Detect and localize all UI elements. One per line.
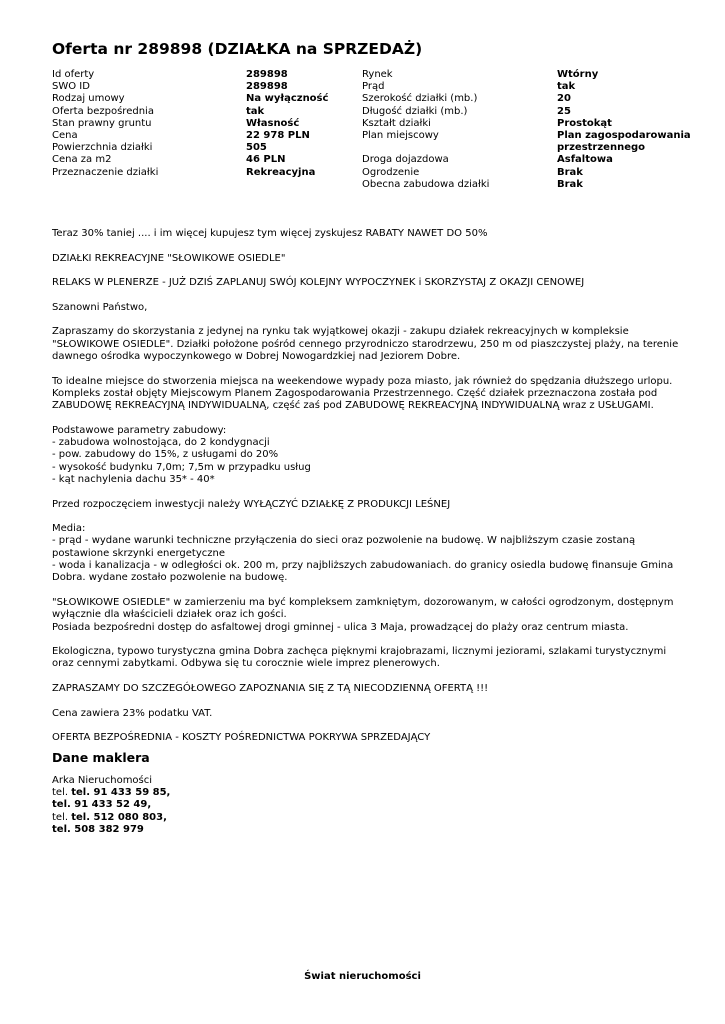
spec-value: Prostokąt — [557, 117, 612, 129]
description-line: "SŁOWIKOWE OSIEDLE" w zamierzeniu ma być kompleksem zamkniętym, dozorowanym, w całości ogrodzonym, dostępnym — [52, 596, 674, 608]
spec-value: Brak — [557, 178, 583, 190]
spec-value: przestrzennego — [557, 142, 646, 154]
spec-label: Cena — [52, 129, 78, 141]
description-paragraph — [52, 683, 692, 695]
description-line: Podstawowe parametry zabudowy: — [52, 424, 227, 436]
footer-brand: Świat nieruchomości — [304, 971, 421, 982]
broker-phone-line — [52, 799, 170, 811]
specs-right-values — [557, 69, 691, 191]
spec-label: Kształt działki — [362, 117, 431, 129]
description-paragraph — [52, 425, 692, 486]
spec-value: Na wyłączność — [246, 93, 329, 105]
phone-number: tel. 508 382 979 — [52, 823, 144, 835]
description-line: OFERTA BEZPOŚREDNIA - KOSZTY POŚREDNICTWA POKRYWA SPRZEDAJĄCY — [52, 732, 431, 744]
description-line: Ekologiczna, typowo turystyczna gmina Dobra zachęca pięknymi krajobrazami, licznymi jeziorami, szlakami turystycznymi — [52, 646, 667, 658]
spec-value: 289898 — [246, 69, 288, 80]
description-paragraph — [52, 646, 692, 671]
description-line: Posiada bezpośredni dostęp do asfaltowej drogi gminnej - ulica 3 Maja, prowadzącej do plaży oraz centrum miasta. — [52, 621, 629, 633]
broker-details — [52, 775, 170, 836]
description-line: Przed rozpoczęciem inwestycji należy WYŁĄCZYĆ DZIAŁKĘ Z PRODUKCJI LEŚNEJ — [52, 498, 451, 510]
description-paragraph — [52, 228, 692, 240]
spec-value: tak — [557, 81, 576, 93]
description-paragraph — [52, 597, 692, 634]
spec-label: Rynek — [362, 69, 393, 80]
description-line: - woda i kanalizacja - w odległości ok. 200 m, przy najbliższych zabudowaniach. do granicy osiedla budowę finansuje Gmina — [52, 560, 674, 572]
spec-label: Droga dojazdowa — [362, 154, 449, 166]
spec-label: Plan miejscowy — [362, 129, 439, 141]
description-line: - zabudowa wolnostojąca, do 2 kondygnacji — [52, 437, 270, 449]
description-line: To idealne miejsce do stworzenia miejsca na weekendowe wypady poza miasto, jak również do spędzania dłuższego urlopu. — [52, 375, 673, 387]
spec-value: 25 — [557, 105, 571, 117]
spec-label: Prąd — [362, 81, 385, 93]
spec-value: 20 — [557, 93, 571, 105]
spec-value: Asfaltowa — [557, 154, 613, 166]
description-line: RELAKS W PLENERZE - JUŻ DZIŚ ZAPLANUJ SWÓJ KOLEJNY WYPOCZYNEK i SKORZYSTAJ Z OKAZJI CENOWEJ — [52, 277, 585, 289]
description-line: - prąd - wydane warunki techniczne przyłączenia do sieci oraz pozwolenie na budowę. W najbliższym czasie zostaną — [52, 535, 636, 547]
description-paragraph — [52, 708, 692, 720]
spec-label: Szerokość działki (mb.) — [362, 93, 478, 105]
spec-label: Cena za m2 — [52, 154, 112, 166]
description-line: ZAPRASZAMY DO SZCZEGÓŁOWEGO ZAPOZNANIA SIĘ Z TĄ NIECODZIENNĄ OFERTĄ !!! — [52, 682, 489, 694]
description-line: postawione skrzynki energetyczne — [52, 547, 225, 559]
broker-phone-line — [52, 824, 170, 836]
description-line: wyłącznie dla właścicieli działek oraz ich gości. — [52, 609, 287, 621]
specs-right-labels — [362, 69, 489, 191]
phone-number: tel. 512 080 803, — [71, 811, 167, 823]
spec-value: 289898 — [246, 81, 288, 93]
broker-heading: Dane maklera — [52, 750, 150, 765]
description-line: "SŁOWIKOWE OSIEDLE". Działki położone pośród cennego przyrodniczo starodrzewu, 250 m od piaszczystej plaży, na terenie — [52, 338, 679, 350]
description-paragraph — [52, 732, 692, 744]
spec-value: Wtórny — [557, 69, 599, 80]
description-line: Zapraszamy do skorzystania z jedynej na rynku tak wyjątkowej okazji - zakupu działek rekreacyjnych w kompleksie — [52, 326, 629, 338]
spec-value: Plan zagospodarowania — [557, 129, 691, 141]
spec-value: Rekreacyjna — [246, 166, 316, 178]
description-line: - wysokość budynku 7,0m; 7,5m w przypadku usług — [52, 461, 311, 473]
specs-left-values — [246, 69, 328, 179]
description-paragraph — [52, 499, 692, 511]
broker-company: Arka Nieruchomości — [52, 775, 153, 786]
description-line: Dobra. wydane zostało pozwolenie na budowę. — [52, 572, 288, 584]
description-line: Cena zawiera 23% podatku VAT. — [52, 707, 213, 719]
description-line: - pow. zabudowy do 15%, z usługami do 20% — [52, 449, 279, 461]
spec-label-spacer — [362, 142, 489, 154]
description-paragraph — [52, 302, 692, 314]
tel-prefix: tel. — [52, 787, 69, 799]
spec-label: Id oferty — [52, 69, 95, 80]
description-line: ZABUDOWĘ REKREACYJNĄ INDYWIDUALNĄ, część zaś pod ZABUDOWĘ REKREACYJNĄ INDYWIDUALNĄ wraz z USŁUGAMI. — [52, 400, 654, 412]
page-title: Oferta nr 289898 (DZIAŁKA na SPRZEDAŻ) — [52, 40, 423, 58]
offer-description — [52, 228, 692, 757]
spec-label: Rodzaj umowy — [52, 93, 125, 105]
spec-value: 22 978 PLN — [246, 129, 310, 141]
description-line: Szanowni Państwo, — [52, 301, 148, 313]
description-paragraph — [52, 376, 692, 413]
phone-number: tel. 91 433 59 85, — [71, 787, 171, 799]
description-paragraph — [52, 253, 692, 265]
spec-label: Powierzchnia działki — [52, 142, 153, 154]
spec-value: Brak — [557, 166, 583, 178]
description-line: dawnego ośrodka wypoczynkowego w Dobrej Nowogardzkiej nad Jeziorem Dobre. — [52, 350, 461, 362]
broker-phone-line — [52, 787, 170, 799]
spec-value: tak — [246, 105, 265, 117]
spec-label: Stan prawny gruntu — [52, 117, 152, 129]
spec-label: Obecna zabudowa działki — [362, 178, 490, 190]
broker-phone-line — [52, 812, 170, 824]
spec-label: Oferta bezpośrednia — [52, 105, 154, 117]
description-line: DZIAŁKI REKREACYJNE "SŁOWIKOWE OSIEDLE" — [52, 252, 286, 264]
specs-left-labels — [52, 69, 158, 179]
description-line: Teraz 30% taniej .... i im więcej kupujesz tym więcej zyskujesz RABATY NAWET DO 50% — [52, 228, 488, 239]
spec-value: 505 — [246, 142, 267, 154]
description-line: - kąt nachylenia dachu 35* - 40* — [52, 473, 215, 485]
spec-label: Ogrodzenie — [362, 166, 420, 178]
description-line: Media: — [52, 523, 86, 535]
description-line: Kompleks został objęty Miejscowym Planem Zagospodarowania Przestrzennego. Część działek przeznaczona została pod — [52, 387, 658, 399]
description-paragraph — [52, 523, 692, 584]
phone-number: tel. 91 433 52 49, — [52, 799, 152, 811]
description-paragraph — [52, 277, 692, 289]
spec-value: Własność — [246, 117, 300, 129]
spec-label: Przeznaczenie działki — [52, 166, 159, 178]
spec-label: Długość działki (mb.) — [362, 105, 468, 117]
spec-value: 46 PLN — [246, 154, 286, 166]
description-paragraph — [52, 326, 692, 363]
spec-label: SWO ID — [52, 81, 90, 93]
description-line: oraz cennymi zabytkami. Odbywa się tu corocznie wiele imprez plenerowych. — [52, 658, 440, 670]
tel-prefix: tel. — [52, 811, 69, 823]
